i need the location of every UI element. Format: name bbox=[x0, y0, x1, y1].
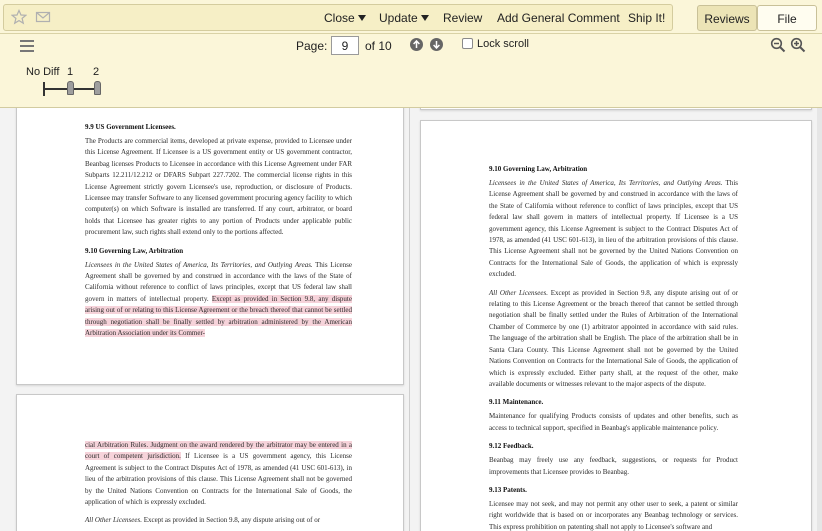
paragraph: Licensee may not seek, and may not permit any other user to seek, a patent or similar right worldwide that is based on or incorporates any Beanbag technology or services. This express prohibition on patenting shall not apply to Licensee's software and bbox=[489, 499, 738, 531]
paragraph bbox=[489, 288, 738, 391]
slider-tick-no-diff bbox=[43, 82, 45, 96]
italic-lead: All Other Licensees. bbox=[489, 288, 548, 297]
section-heading: 9.9 US Government Licensees. bbox=[85, 123, 176, 131]
mail-icon[interactable] bbox=[35, 9, 51, 25]
ship-it-button[interactable]: Ship It! bbox=[628, 11, 666, 25]
add-general-comment-button[interactable]: Add General Comment bbox=[497, 11, 620, 25]
italic-lead: Licensees in the United States of America, Its Territories, and Outlying Areas. bbox=[85, 260, 313, 269]
section-heading: 9.11 Maintenance. bbox=[489, 398, 544, 407]
page-label: Page: bbox=[296, 39, 328, 53]
slider-label-rev-1: 1 bbox=[67, 66, 74, 78]
slider-handle-right[interactable] bbox=[94, 81, 101, 95]
update-menu[interactable] bbox=[379, 11, 429, 25]
chevron-down-icon bbox=[421, 15, 429, 21]
slider-label-rev-2: 2 bbox=[93, 66, 100, 78]
zoom-out-icon[interactable] bbox=[770, 37, 786, 53]
diff-highlight: Except as provided in Section 9.8, any dispute arising out of or relating to this License Agreement or the breach thereof that cannot be settled through negotiation shall be finally settled by arbitration administered by the American Arbitration Association under its Commer- bbox=[85, 294, 352, 338]
close-menu-label: Close bbox=[324, 11, 355, 25]
paragraph bbox=[489, 178, 738, 281]
italic-lead: All Other Licensees. bbox=[85, 516, 142, 525]
paragraph: The Products are commercial items, developed at private expense, provided to Licensee under this License Agreement. If Licensee is a US government entity or US government contractor, Beanbag licenses Products to Licensee in accordance with this License Agreement under FAR Subparts 12.211/12.212 or DFARS Subpart 227.7202. The commercial license rights in this License Agreement strictly govern Licensee's use, reproduction, or disclosure of Products. Licensee may transfer Software to any licensed government procuring agency facility to which computer(s) on which Software is installed are transferred. If any court, arbitrator, or board holds that Licensee has greater rights to any portion of Products under applicable public procurement law, such rights shall extend only to the portions affected. bbox=[85, 137, 352, 237]
section-heading: 9.12 Feedback. bbox=[489, 442, 534, 451]
left-page-9 bbox=[16, 108, 404, 385]
right-page-prev bbox=[420, 108, 812, 110]
right-page-9 bbox=[420, 120, 812, 531]
pane-divider[interactable] bbox=[409, 108, 410, 531]
text-run: If Licensee is a US government agency, this License Agreement is subject to the Contract Disputes Act of 1978, as amended (41 USC 601-613), in lieu of the arbitration provisions of this clause. This License Agreement shall not be governed by the United Nations Convention on Contracts for the International Sale of Goods, the application of which is expressly excluded. bbox=[85, 452, 352, 507]
paragraph bbox=[85, 260, 352, 340]
previous-page-icon[interactable] bbox=[410, 38, 423, 51]
review-button[interactable]: Review bbox=[443, 11, 483, 25]
paragraph bbox=[85, 440, 352, 508]
paragraph: Maintenance for qualifying Products consists of updates and other benefits, such as access to technical support, specified in Beanbag's applicable maintenance policy. bbox=[489, 412, 738, 432]
page-number-input[interactable] bbox=[331, 36, 359, 55]
text-run: This License Agreement shall be governed by and construed in accordance with the laws of the State of California without reference to conflict of laws principles, except that US federal law shall govern in matters of intellectual property. If Licensee is a US government agency, this License Agreement is subject to the Contract Disputes Act of 1978, as amended (41 USC 601-613), in lieu of the arbitration provisions of this clause. This License Agreement shall not be governed by the United Nations Convention on Contracts for the International Sale of Goods, the application of which is expressly excluded. bbox=[489, 179, 738, 279]
tab-file[interactable]: File bbox=[757, 5, 817, 31]
text-run: Except as provided in Section 9.8, any dispute arising out of or relating to this License Agreement or the breach thereof that cannot be settled through negotiation shall be finally settled under the Rules of Arbitration of the International Chamber of Commerce by one (1) arbitrator appointed in accordance with said rules. The language of the arbitration shall be English. The place of the arbitration shall be in Santa Clara County. This License Agreement shall not be governed by the United Nations Convention on Contracts for the International Sale of Goods, the application of which is expressly excluded. Either party shall, at the request of the other, make available documents or witnesses relevant to the major aspects of the dispute. bbox=[489, 288, 739, 388]
left-page-10 bbox=[16, 394, 404, 531]
paragraph bbox=[85, 515, 352, 526]
page-count: of 10 bbox=[365, 39, 392, 53]
lock-scroll-checkbox[interactable] bbox=[462, 38, 473, 49]
star-icon[interactable] bbox=[11, 9, 27, 25]
tab-reviews[interactable]: Reviews bbox=[697, 5, 757, 31]
diff-highlight: cial Arbitration Rules. Judgment on the award rendered by the arbitrator may be entered in a court of competent jurisdiction. bbox=[85, 441, 352, 461]
update-menu-label: Update bbox=[379, 11, 418, 25]
left-page-9-text bbox=[85, 122, 352, 347]
scrollbar[interactable] bbox=[817, 108, 822, 531]
right-page-9-text bbox=[489, 164, 738, 531]
paragraph: Beanbag may freely use any feedback, suggestions, or requests for Product improvements that Licensee provides to Beanbag. bbox=[489, 456, 738, 476]
document-diff-viewer[interactable] bbox=[0, 108, 822, 531]
italic-lead: Licensees in the United States of America, Its Territories, and Outlying Areas. bbox=[489, 179, 723, 187]
menubar bbox=[0, 0, 822, 34]
menu-icon[interactable] bbox=[20, 40, 34, 52]
text-run: This License Agreement shall be governed by and construed in accordance with the laws of the State of California without reference to conflict of laws principles, except that US federal law shall govern in matters of intellectual property. bbox=[85, 260, 352, 303]
section-heading: 9.10 Governing Law, Arbitration bbox=[489, 165, 588, 173]
lock-scroll-label: Lock scroll bbox=[477, 38, 529, 50]
zoom-in-icon[interactable] bbox=[790, 37, 806, 53]
slider-handle-left[interactable] bbox=[67, 81, 74, 95]
left-page-10-text bbox=[85, 440, 352, 531]
slider-label-no-diff: No Diff bbox=[26, 66, 60, 78]
chevron-down-icon bbox=[358, 15, 366, 21]
next-page-icon[interactable] bbox=[430, 38, 443, 51]
close-menu[interactable] bbox=[324, 11, 366, 25]
section-heading: 9.13 Patents. bbox=[489, 485, 527, 494]
text-run: Except as provided in Section 9.8, any dispute arising out of or bbox=[141, 516, 321, 525]
section-heading: 9.10 Governing Law, Arbitration bbox=[85, 246, 184, 255]
diff-toolbar bbox=[0, 34, 822, 108]
